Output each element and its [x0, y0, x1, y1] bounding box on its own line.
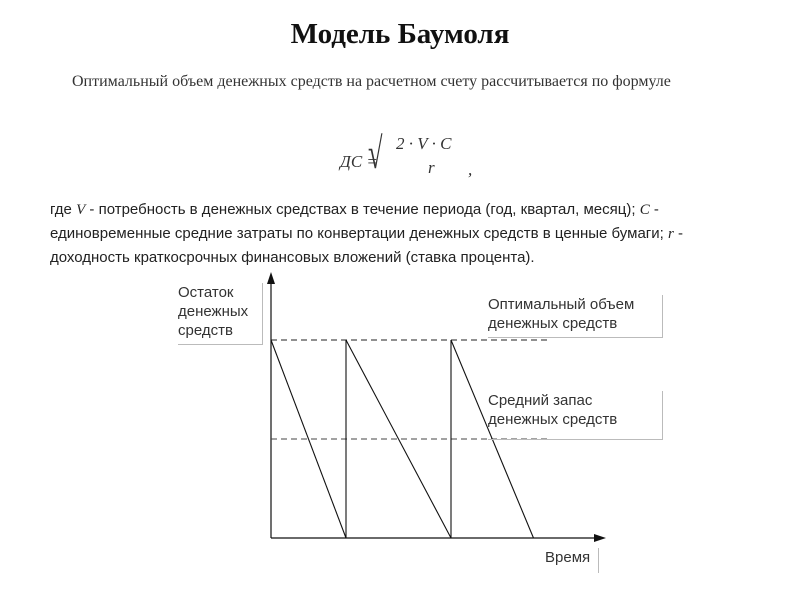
formula-comma: ,	[468, 160, 473, 179]
formula-lhs: ДС =	[340, 152, 378, 171]
average-level-label: Средний запас денежных средств	[488, 391, 663, 440]
formula-denominator: r	[428, 158, 435, 177]
def-c: - единовременные средние затраты по конвертации денежных средств в ценные бумаги;	[50, 201, 664, 242]
def-lead-word: где	[50, 201, 72, 218]
sqrt-icon: √	[368, 129, 383, 178]
var-c: C	[639, 202, 650, 218]
var-r: r	[668, 226, 674, 242]
def-v: - потребность в денежных средствах в течение периода (год, квартал, месяц);	[89, 201, 636, 218]
x-axis-label: Время	[545, 548, 599, 573]
x-axis-arrow-icon	[594, 534, 606, 542]
def-r: - доходность краткосрочных финансовых вложений (ставка процента).	[50, 225, 684, 266]
y-axis-label: Остаток денежных средств	[178, 283, 263, 345]
y-axis-arrow-icon	[267, 272, 275, 284]
optimal-level-label: Оптимальный объем денежных средств	[488, 295, 663, 338]
var-v: V	[76, 202, 86, 218]
formula-numerator: 2 · V · C	[396, 134, 452, 153]
intro-paragraph: Оптимальный объем денежных средств на расчетном счету рассчитывается по формуле	[72, 73, 671, 90]
page-title: Модель Баумоля	[290, 18, 510, 50]
